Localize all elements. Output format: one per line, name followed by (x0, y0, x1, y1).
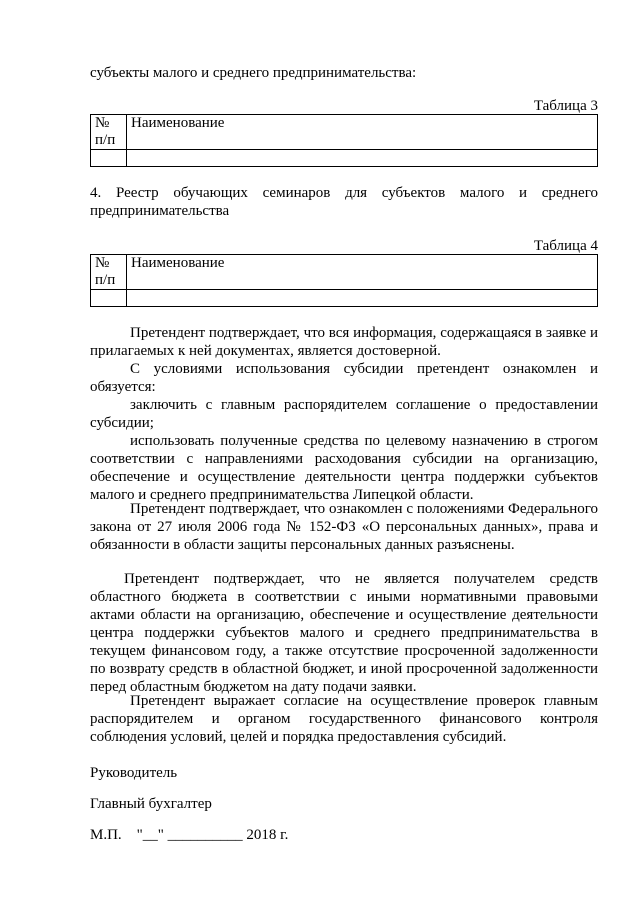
paragraph-confirm-accuracy: Претендент подтверждает, что вся информация, содержащаяся в заявке и прилагаемых к ней документах, является достоверной. (90, 325, 598, 359)
table4-col-name: Наименование (127, 255, 598, 290)
table3-header-row (91, 115, 598, 150)
stamp-date-line: М.П. "__" __________ 2018 г. (90, 827, 289, 843)
paragraph-personal-data: Претендент подтверждает, что ознакомлен с положениями Федерального закона от 27 июля 2006 года № 152-ФЗ «О персональных данных», права и обязанности в области защиты персональных данных разъяснены. (90, 501, 598, 553)
paragraph-conditions: С условиями использования субсидии претендент ознакомлен и обязуется: (90, 361, 598, 395)
table3 (90, 114, 598, 167)
signature-chief-accountant: Главный бухгалтер (90, 796, 212, 812)
table3-caption: Таблица 3 (533, 98, 598, 114)
table4-empty-cell (91, 290, 127, 307)
table3-empty-cell (91, 150, 127, 167)
table4-header-row (91, 255, 598, 290)
paragraph-consent-inspection: Претендент выражает согласие на осуществление проверок главным распорядителем и органом государственного финансового контроля соблюдения условий, целей и порядка предоставления субсидий. (90, 693, 598, 745)
document-page (90, 0, 598, 905)
table3-col-no: № п/п (91, 115, 127, 150)
table3-col-name: Наименование (127, 115, 598, 150)
paragraph-agreement: заключить с главным распорядителем соглашение о предоставлении субсидии; (90, 397, 598, 431)
table4-empty-row (91, 290, 598, 307)
intro-line: субъекты малого и среднего предпринимательства: (90, 65, 417, 81)
paragraph-not-recipient: Претендент подтверждает, что не является получателем средств областного бюджета в соответствии с иными нормативными правовыми актами области на организацию, обеспечение и осуществление деятельности центра поддержки субъектов малого и среднего предпринимательства в текущем финансовом году, а также отсутствие просроченной задолженности по возврату средств в областной бюджет, и иной просроченной задолженности перед областным бюджетом на дату подачи заявки. (90, 571, 598, 695)
table4-caption: Таблица 4 (533, 238, 598, 254)
signature-director: Руководитель (90, 765, 178, 781)
paragraph-use-funds: использовать полученные средства по целевому назначению в строгом соответствии с направлениями расходования субсидии на организацию, обеспечение и осуществление деятельности центра поддержки субъектов малого и среднего предпринимательства Липецкой области. (90, 433, 598, 503)
table4-empty-cell (127, 290, 598, 307)
table3-empty-cell (127, 150, 598, 167)
table4-col-no: № п/п (91, 255, 127, 290)
table4 (90, 254, 598, 307)
table3-empty-row (91, 150, 598, 167)
section4-heading: 4. Реестр обучающих семинаров для субъектов малого и среднего предпринимательства (90, 185, 598, 219)
